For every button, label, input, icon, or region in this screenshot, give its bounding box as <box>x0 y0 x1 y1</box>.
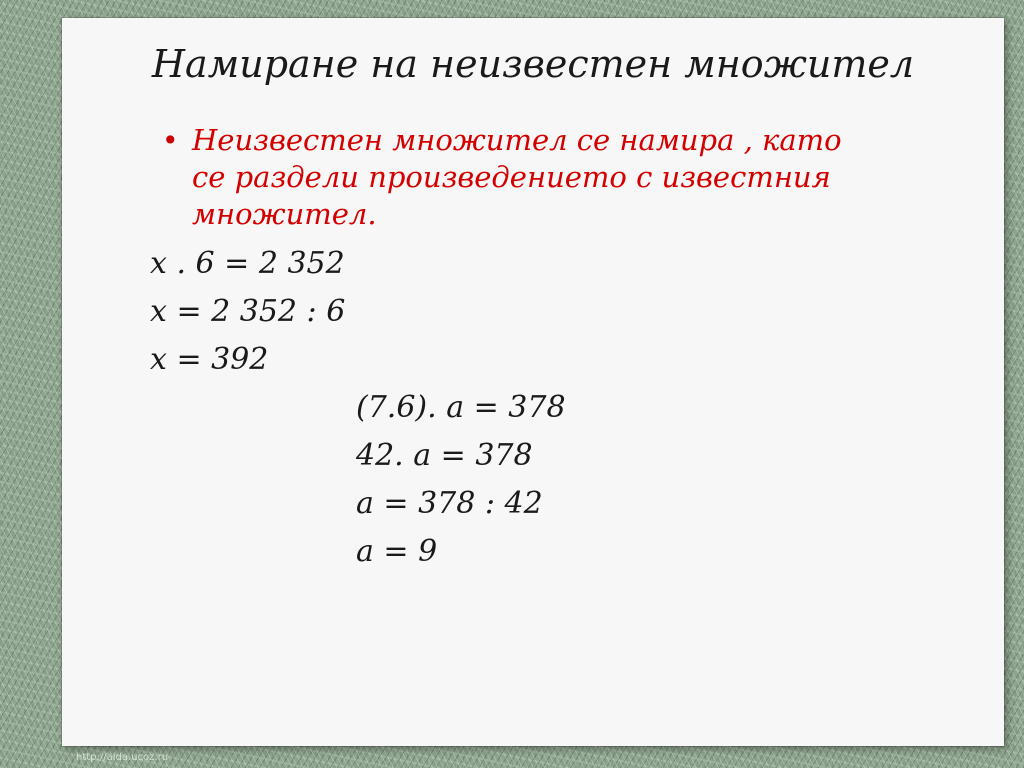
watermark-url: http://aida.ucoz.ru <box>76 752 169 763</box>
example2-line-3: а = 378 : 42 <box>356 486 543 521</box>
slide <box>62 18 1004 746</box>
example1-line-1: х . 6 = 2 352 <box>150 246 345 281</box>
bullet-dot-icon: • <box>162 124 179 157</box>
example1-line-2: х = 2 352 : 6 <box>150 294 346 329</box>
example1-line-3: х = 392 <box>150 342 269 377</box>
example2-line-2: 42. а = 378 <box>356 438 533 473</box>
example2-line-4: а = 9 <box>356 534 438 569</box>
rule-text: Неизвестен множител се намира , като се раздели произведението с известния множител. <box>192 123 842 231</box>
slide-title: Намиране на неизвестен множител <box>151 42 915 86</box>
example2-line-1: (7.6). а = 378 <box>356 390 566 425</box>
rule-bullet <box>162 122 862 233</box>
